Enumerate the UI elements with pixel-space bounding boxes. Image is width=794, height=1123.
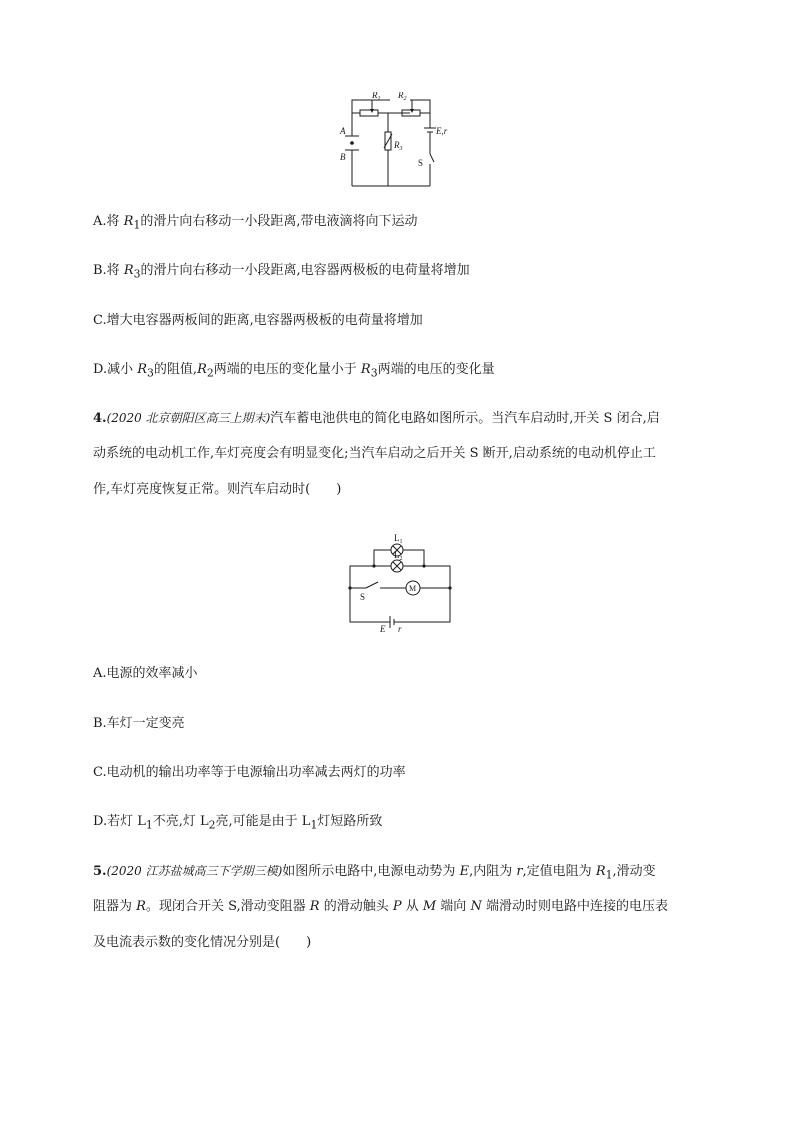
- q4-option-c: C.电动机的输出功率等于电源输出功率减去两灯的功率: [93, 765, 406, 780]
- label-switch-s: S: [360, 592, 366, 602]
- motor-m: M: [409, 584, 417, 593]
- label-s: S: [418, 158, 424, 168]
- q3-option-b: B.将 $R_3$的滑片向右移动一小段距离,电容器两极板的电荷量将增加: [93, 263, 470, 281]
- q3-option-d: D.减小 $R_3$的阻值$,R_2$两端的电压的变化量小于 $R_3$两端的电压的变化量: [93, 362, 495, 380]
- q4-stem-line-3: 作,车灯亮度恢复正常。则汽车启动时( ): [93, 482, 342, 497]
- label-r: r: [398, 624, 402, 634]
- label-a: A: [340, 126, 346, 136]
- q4-option-b: B.车灯一定变亮: [93, 716, 185, 731]
- label-e: E: [380, 624, 386, 634]
- q5-stem-line-2: 阻器为 R。现闭合开关 S,滑动变阻器 R 的滑动触头 P 从 M 端向 N 端滑动时则电路中连接的电压表: [93, 899, 668, 914]
- q4-stem-line-2: 动系统的电动机工作,车灯亮度会有明显变化;当汽车启动之后开关 S 断开,启动系统的电动机停止工: [93, 446, 656, 461]
- label-l1: $L_1$: [394, 533, 403, 545]
- q4-option-a: A.电源的效率减小: [93, 666, 198, 681]
- q5-source: (2020 江苏盐城高三下学期三模): [106, 864, 283, 878]
- q3-option-c: C.增大电容器两板间的距离,电容器两极板的电荷量将增加: [93, 313, 423, 328]
- circuit-figure-1: [330, 92, 460, 192]
- q5-number: 5.: [93, 864, 107, 879]
- label-r2: $R_2$: [398, 92, 407, 102]
- label-e-r: E,r: [436, 126, 448, 136]
- q4-number: 4.: [93, 411, 107, 426]
- label-r3: $R_3$: [394, 140, 403, 152]
- q3-option-a: A.将 $R_1$的滑片向右移动一小段距离,带电液滴将向下运动: [93, 214, 418, 232]
- charged-droplet: [350, 141, 354, 145]
- label-b: B: [340, 152, 346, 162]
- label-l2: $L_2$: [394, 550, 403, 562]
- label-r1: $R_1$: [372, 92, 381, 102]
- q5-stem-line-1: 5.(2020 江苏盐城高三下学期三模)如图所示电路中,电源电动势为 E,内阻为 r,定值电阻为 $R_1$,滑动变: [93, 864, 656, 882]
- q4-stem-line-1: 4.(2020 北京朝阳区高三上期末)汽车蓄电池供电的简化电路如图所示。当汽车启动时,开关 S 闭合,启: [93, 411, 660, 426]
- q4-option-d: D.若灯 $L_1$不亮,灯 $L_2$亮,可能是由于 $L_1$灯短路所致: [93, 814, 383, 832]
- q4-source: (2020 北京朝阳区高三上期末): [106, 411, 271, 425]
- q5-stem-line-3: 及电流表示数的变化情况分别是( ): [93, 935, 312, 950]
- circuit-figure-2: [340, 532, 460, 636]
